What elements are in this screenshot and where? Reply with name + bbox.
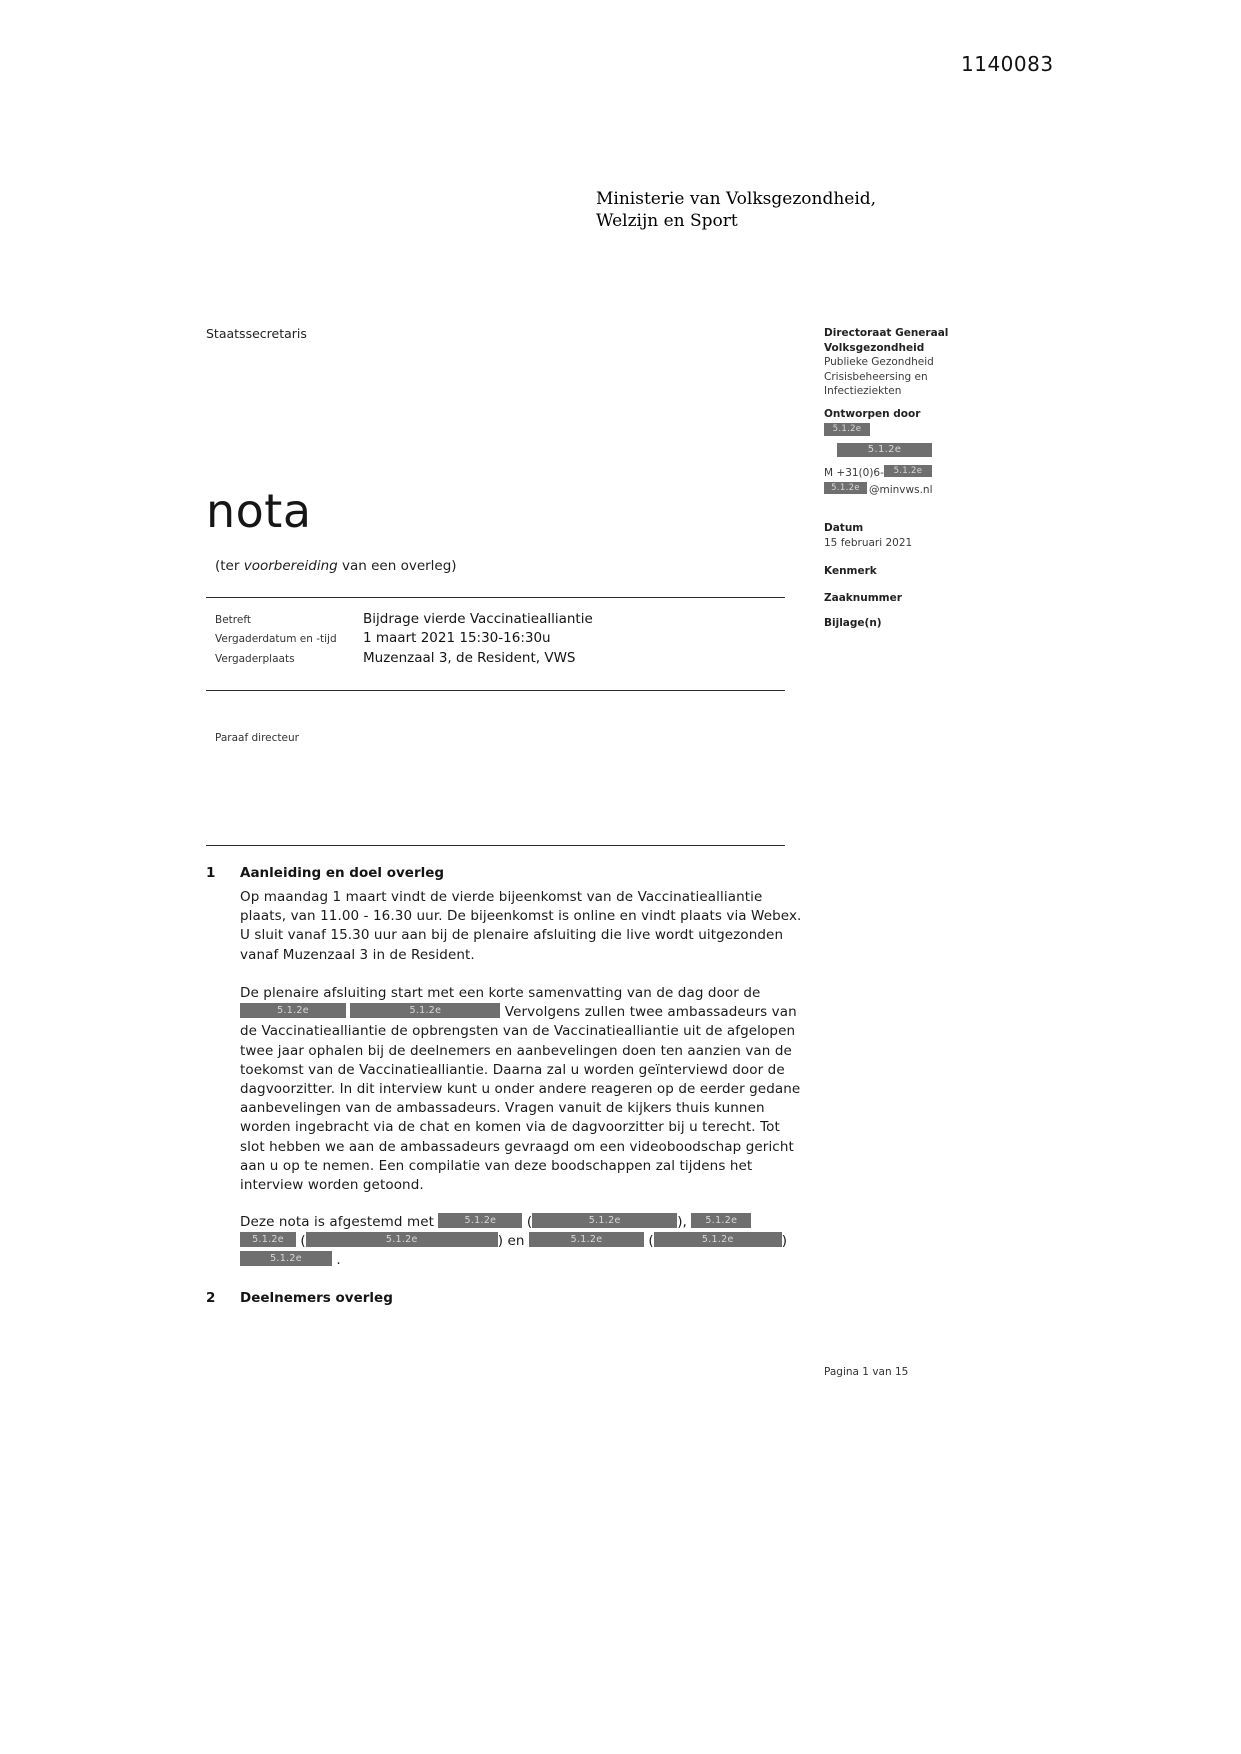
redaction-bar: 5.1.2e (691, 1213, 751, 1228)
email-line (824, 482, 994, 498)
section-1-heading (206, 865, 806, 881)
field-row-betreft (215, 611, 790, 630)
redaction-bar: 5.1.2e (532, 1213, 677, 1228)
directorate-line-1: Directoraat Generaal (824, 327, 949, 339)
redaction-bar: 5.1.2e (350, 1003, 500, 1018)
designed-by-label: Ontworpen door (824, 407, 921, 420)
section-title: Deelnemers overleg (240, 1290, 393, 1306)
department-name (824, 355, 994, 399)
paragraph: Op maandag 1 maart vindt de vierde bijeenkomst van de Vaccinatiealliantie plaats, van 11.00 - 16.30 uur. De bijeenkomst is online en vindt plaats via Webex. U sluit vanaf 15.30 uur aan bij de plenaire afsluiting die live wordt uitgezonden vanaf Muzenzaal 3 in de Resident. (240, 889, 802, 963)
field-value: 1 maart 2021 15:30-16:30u (363, 630, 551, 647)
redaction-bar: 5.1.2e (654, 1232, 782, 1247)
paragraph: De plenaire afsluiting start met een korte samenvatting van de dag door de 5.1.2e 5.1.2e Vervolgens zullen twee ambassadeurs van de Vaccinatiealliantie de opbrengsten van de Vaccinatiealliantie uit de afgelopen twee jaar ophalen bij de deelnemers en aanbevelingen doen ten aanzien van de toekomst van de Vaccinatiealliantie. Daarna zal u worden geïnterviewd door de dagvoorzitter. In dit interview kunt u onder andere reageren op de eerder gedane aanbevelingen van de ambassadeurs. Vragen vanuit de kijkers thuis kunnen worden ingebracht via de chat en komen via de dagvoorzitter bij u terecht. Tot slot hebben we aan de ambassadeurs gevraagd om een videoboodschap gericht aan u op te nemen. Een compilatie van deze boodschappen zal tijdens het interview worden getoond. (240, 985, 801, 1194)
horizontal-rule (206, 845, 785, 846)
ministry-line-1: Ministerie van Volksgezondheid, (596, 189, 877, 209)
document-id: 1140083 (961, 52, 1054, 76)
redaction-bar: 5.1.2e (824, 482, 867, 494)
redaction-bar: 5.1.2e (306, 1232, 498, 1247)
field-row-vergaderplaats (215, 650, 790, 669)
redaction-bar: 5.1.2e (824, 423, 870, 436)
directorate-name (824, 326, 994, 355)
redaction-bar: 5.1.2e (240, 1232, 296, 1247)
phone-line (824, 465, 994, 481)
sender-title: Staatssecretaris (206, 326, 307, 341)
date-value: 15 februari 2021 (824, 536, 913, 549)
redaction-bar: 5.1.2e (240, 1251, 332, 1266)
subtitle-post: van een overleg) (337, 558, 457, 574)
redaction-bar: 5.1.2e (529, 1232, 644, 1247)
redaction-bar: 5.1.2e (837, 443, 932, 457)
horizontal-rule (206, 597, 785, 598)
field-label: Vergaderplaats (215, 652, 295, 665)
paragraph: Deze nota is afgestemd met 5.1.2e ( 5.1.2e ), 5.1.2e 5.1.2e ( 5.1.2e ) en 5.1.2e ( 5.1.2e ) 5.1.2e . (240, 1214, 788, 1269)
field-value: Muzenzaal 3, de Resident, VWS (363, 649, 576, 666)
horizontal-rule (206, 690, 785, 691)
redaction-bar: 5.1.2e (438, 1213, 522, 1228)
page-number: Pagina 1 van 15 (824, 1366, 909, 1378)
redaction-bar: 5.1.2e (884, 465, 932, 477)
field-value: Bijdrage vierde Vaccinatiealliantie (363, 611, 593, 627)
field-row-vergaderdatum (215, 630, 790, 649)
email-suffix: @minvws.nl (869, 483, 933, 496)
ministry-line-2: Welzijn en Sport (596, 211, 738, 231)
department-line-2: Crisisbeheersing en (824, 370, 928, 383)
section-2-heading (206, 1290, 806, 1306)
subtitle-italic: voorbereiding (243, 558, 338, 574)
zaaknummer-label: Zaaknummer (824, 591, 902, 604)
directorate-line-2: Volksgezondheid (824, 341, 925, 354)
ministry-wordmark (596, 188, 876, 232)
bijlage-label: Bijlage(n) (824, 617, 882, 629)
field-label: Vergaderdatum en -tijd (215, 633, 337, 646)
kenmerk-label: Kenmerk (824, 565, 877, 577)
section-number: 1 (206, 865, 216, 881)
subtitle-pre: (ter (215, 558, 244, 574)
department-line-1: Publieke Gezondheid (824, 356, 934, 368)
department-line-3: Infectieziekten (824, 385, 902, 397)
redaction-bar: 5.1.2e (240, 1003, 346, 1018)
nota-subtitle (215, 558, 457, 574)
nota-title: nota (206, 484, 312, 538)
meeting-fields (215, 611, 790, 669)
field-label: Betreft (215, 614, 251, 626)
section-title: Aanleiding en doel overleg (240, 865, 445, 881)
paraaf-label: Paraaf directeur (215, 732, 299, 744)
meta-column (824, 326, 994, 631)
phone-prefix: M +31(0)6- (824, 467, 884, 479)
section-number: 2 (206, 1290, 216, 1306)
date-label: Datum (824, 522, 864, 534)
